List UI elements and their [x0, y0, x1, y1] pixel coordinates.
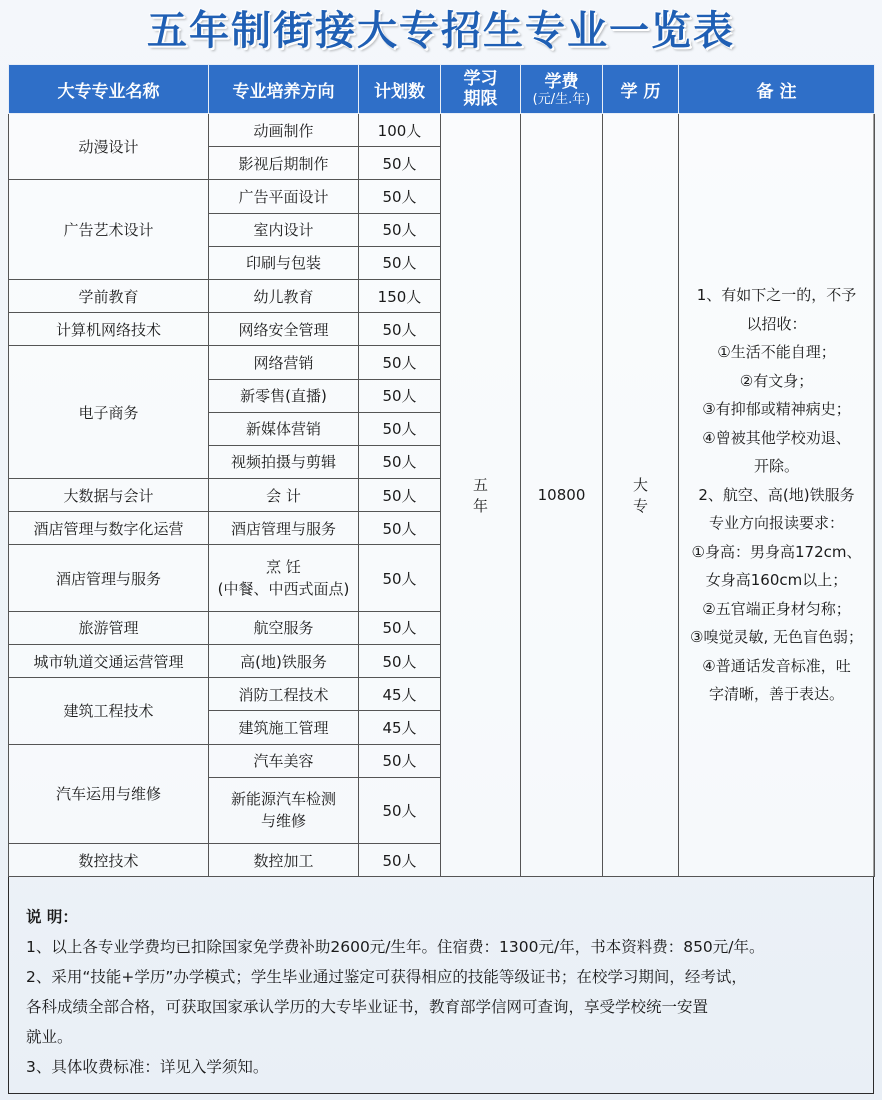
remark-line: 字清晰，善于表达。 [708, 685, 844, 704]
plan-cell: 45人 [359, 678, 441, 711]
direction-cell: 广告平面设计 [209, 180, 359, 213]
major-name-cell: 酒店管理与数字化运营 [9, 512, 209, 545]
plan-cell: 50人 [359, 744, 441, 777]
direction-cell [209, 777, 359, 843]
notes-heading: 说 明： [26, 908, 78, 926]
fee-cell: 10800 [521, 114, 603, 877]
direction-cell: 汽车美容 [209, 744, 359, 777]
remark-line: 女身高160cm以上； [705, 571, 848, 590]
direction-cell [209, 545, 359, 611]
degree-cell [603, 114, 679, 877]
header-duration [441, 65, 521, 114]
plan-cell: 50人 [359, 412, 441, 445]
direction-line: 烹 饪 [266, 558, 301, 577]
header-remarks: 备 注 [679, 65, 875, 114]
remark-line: 以招收： [746, 314, 807, 333]
major-name-cell: 动漫设计 [9, 114, 209, 180]
majors-table [8, 64, 875, 877]
direction-cell: 影视后期制作 [209, 147, 359, 180]
plan-cell: 50人 [359, 645, 441, 678]
remark-line: ②五官端正身材匀称； [702, 599, 851, 618]
notes-line: 就业。 [26, 1028, 73, 1046]
direction-cell: 视频拍摄与剪辑 [209, 445, 359, 478]
remark-line: ④曾被其他学校劝退、 [702, 428, 851, 447]
major-name-cell: 学前教育 [9, 279, 209, 312]
direction-cell: 印刷与包装 [209, 246, 359, 279]
plan-cell: 50人 [359, 180, 441, 213]
header-plan: 计划数 [359, 65, 441, 114]
notes-section [26, 902, 866, 1082]
notes-line: 3、具体收费标准：详见入学须知。 [26, 1058, 269, 1076]
header-major: 大专专业名称 [9, 65, 209, 114]
major-name-cell: 大数据与会计 [9, 479, 209, 512]
header-duration-line2: 期限 [463, 89, 498, 109]
remark-line: ②有文身； [739, 371, 814, 390]
header-degree: 学 历 [603, 65, 679, 114]
plan-cell: 50人 [359, 545, 441, 611]
remark-line: ④普通话发音标准，吐 [702, 656, 851, 675]
plan-cell: 50人 [359, 246, 441, 279]
header-fee [521, 65, 603, 114]
table-header-row [9, 65, 875, 114]
major-name-cell: 电子商务 [9, 346, 209, 479]
major-name-cell: 酒店管理与服务 [9, 545, 209, 611]
remark-line: ①生活不能自理； [717, 343, 836, 362]
plan-cell: 50人 [359, 844, 441, 877]
header-fee-unit: (元/生.年) [532, 91, 591, 107]
major-name-cell: 广告艺术设计 [9, 180, 209, 280]
header-duration-line1: 学习 [463, 69, 498, 89]
remark-line: 1、有如下之一的，不予 [696, 286, 857, 305]
direction-line: (中餐、中西式面点) [217, 580, 350, 599]
plan-cell: 50人 [359, 445, 441, 478]
remark-line: ③有抑郁或精神病史； [702, 400, 851, 419]
direction-cell: 消防工程技术 [209, 678, 359, 711]
remark-line: 专业方向报读要求： [708, 514, 844, 533]
plan-cell: 50人 [359, 479, 441, 512]
remark-line: 开除。 [753, 457, 799, 476]
major-name-cell: 旅游管理 [9, 611, 209, 644]
direction-cell: 网络营销 [209, 346, 359, 379]
direction-cell: 酒店管理与服务 [209, 512, 359, 545]
direction-cell: 数控加工 [209, 844, 359, 877]
direction-cell: 高(地)铁服务 [209, 645, 359, 678]
major-name-cell: 城市轨道交通运营管理 [9, 645, 209, 678]
major-name-cell: 计算机网络技术 [9, 313, 209, 346]
plan-cell: 50人 [359, 313, 441, 346]
plan-cell: 45人 [359, 711, 441, 744]
major-name-cell: 数控技术 [9, 844, 209, 877]
major-name-cell: 建筑工程技术 [9, 678, 209, 744]
major-name-cell: 汽车运用与维修 [9, 744, 209, 844]
duration-cell [441, 114, 521, 877]
direction-cell: 室内设计 [209, 213, 359, 246]
degree-line: 大 [632, 476, 648, 495]
notes-line: 2、采用“技能+学历”办学模式；学生毕业通过鉴定可获得相应的技能等级证书；在校学习期间，经考试， [26, 968, 747, 986]
plan-cell: 50人 [359, 346, 441, 379]
direction-cell: 建筑施工管理 [209, 711, 359, 744]
remark-line: ③嗅觉灵敏, 无色盲色弱； [690, 628, 863, 647]
notes-line: 1、以上各专业学费均已扣除国家免学费补助2600元/生年。住宿费：1300元/年，书本资料费：850元/年。 [26, 938, 765, 956]
direction-cell: 新媒体营销 [209, 412, 359, 445]
header-direction: 专业培养方向 [209, 65, 359, 114]
direction-cell: 航空服务 [209, 611, 359, 644]
direction-cell: 幼儿教育 [209, 279, 359, 312]
duration-line: 五 [472, 476, 488, 495]
header-fee-label: 学费 [544, 71, 579, 92]
remark-line: 2、航空、高(地)铁服务 [698, 485, 855, 504]
duration-line: 年 [472, 497, 488, 516]
plan-cell: 150人 [359, 279, 441, 312]
direction-line: 新能源汽车检测 [230, 790, 336, 809]
page-title: 五年制街接大专招生专业一览表 [147, 8, 735, 54]
plan-cell: 50人 [359, 611, 441, 644]
direction-line: 与维修 [260, 812, 306, 831]
plan-cell: 50人 [359, 777, 441, 843]
remarks-cell [679, 114, 875, 877]
direction-cell: 会 计 [209, 479, 359, 512]
direction-cell: 动画制作 [209, 114, 359, 147]
plan-cell: 100人 [359, 114, 441, 147]
plan-cell: 50人 [359, 147, 441, 180]
remark-line: ①身高：男身高172cm、 [691, 542, 862, 561]
table-row [9, 114, 875, 147]
plan-cell: 50人 [359, 379, 441, 412]
direction-cell: 新零售(直播) [209, 379, 359, 412]
notes-line: 各科成绩全部合格，可获取国家承认学历的大专毕业证书，教育部学信网可查询，享受学校统一安置 [26, 998, 709, 1016]
plan-cell: 50人 [359, 512, 441, 545]
plan-cell: 50人 [359, 213, 441, 246]
degree-line: 专 [632, 497, 648, 516]
direction-cell: 网络安全管理 [209, 313, 359, 346]
